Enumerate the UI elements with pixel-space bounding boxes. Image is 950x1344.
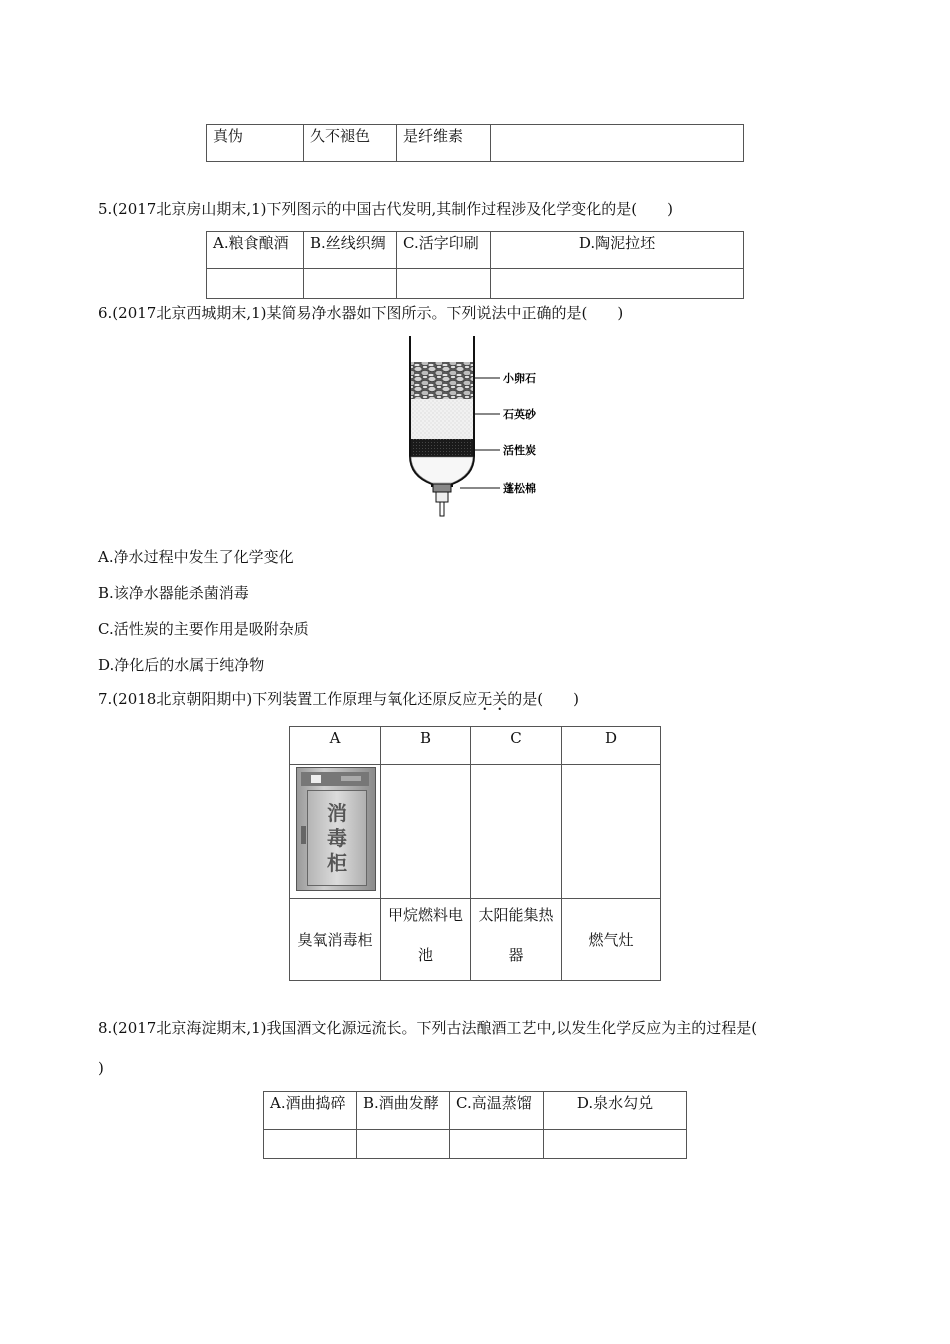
caption-d: 燃气灶 [562, 899, 661, 981]
option-b: B.丝线织绸 [304, 232, 397, 269]
q6-option-c: C.活性炭的主要作用是吸附杂质 [98, 620, 309, 638]
top-table-cell: 久不褪色 [304, 125, 397, 162]
option-c: C.活字印刷 [397, 232, 491, 269]
question-7-table [289, 726, 661, 981]
image-cell-b [381, 765, 471, 899]
question-8-table [263, 1091, 687, 1159]
image-cell-a [290, 765, 381, 899]
image-cell [357, 1130, 450, 1159]
q7-stem-post: 的是( ) [507, 690, 579, 708]
image-cell [304, 269, 397, 299]
disinfection-cabinet-image [296, 767, 376, 891]
q8-option-a: A.酒曲捣碎 [264, 1092, 357, 1130]
question-5-stem: 5.(2017北京房山期末,1)下列图示的中国古代发明,其制作过程涉及化学变化的是( ) [98, 200, 673, 218]
image-cell-c [471, 765, 562, 899]
q7-stem-emphasis-1: 无 [477, 690, 493, 708]
cabinet-handle [301, 826, 306, 844]
label-cotton: 蓬松棉 [503, 482, 536, 495]
image-cell [491, 269, 744, 299]
q8-option-b: B.酒曲发酵 [357, 1092, 450, 1130]
water-purifier-figure [400, 336, 560, 518]
q6-option-d: D.净化后的水属于纯净物 [98, 656, 265, 674]
image-cell [264, 1130, 357, 1159]
q8-option-d: D.泉水勾兑 [544, 1092, 687, 1130]
top-table-cell: 真伪 [207, 125, 304, 162]
image-cell-d [562, 765, 661, 899]
option-a: A.粮食酿酒 [207, 232, 304, 269]
option-d: D.陶泥拉坯 [491, 232, 744, 269]
caption-c: 太阳能集热 器 [471, 899, 562, 981]
image-cell [207, 269, 304, 299]
question-7-stem [98, 689, 579, 709]
top-table-cell [491, 125, 744, 162]
image-cell [397, 269, 491, 299]
question-6-stem: 6.(2017北京西城期末,1)某简易净水器如下图所示。下列说法中正确的是( ) [98, 304, 624, 322]
question-8-stem-line2: ) [98, 1059, 104, 1077]
label-activated-carbon: 活性炭 [503, 444, 536, 457]
q7-stem-pre: 7.(2018北京朝阳期中)下列装置工作原理与氧化还原反应 [98, 690, 478, 708]
question-5-table [206, 231, 744, 299]
q7-stem-emphasis-2: 关 [492, 690, 508, 708]
header-d: D [562, 727, 661, 765]
top-table-cell: 是纤维素 [397, 125, 491, 162]
cabinet-door [307, 790, 367, 886]
q6-option-a: A.净水过程中发生了化学变化 [98, 548, 294, 566]
header-a: A [290, 727, 381, 765]
water-purifier-diagram [400, 336, 560, 518]
question-8-stem-line1: 8.(2017北京海淀期末,1)我国酒文化源远流长。下列古法酿酒工艺中,以发生化学反应为主的过程是( [98, 1019, 758, 1037]
caption-a: 臭氧消毒柜 [290, 899, 381, 981]
image-cell [544, 1130, 687, 1159]
top-table [206, 124, 744, 162]
cabinet-panel [301, 772, 369, 786]
header-c: C [471, 727, 562, 765]
label-quartz-sand: 石英砂 [503, 408, 536, 421]
caption-b: 甲烷燃料电 池 [381, 899, 471, 981]
image-cell [450, 1130, 544, 1159]
label-pebbles: 小卵石 [503, 372, 536, 385]
cabinet-text: 消 毒 柜 [327, 801, 347, 875]
q6-option-b: B.该净水器能杀菌消毒 [98, 584, 249, 602]
q8-option-c: C.高温蒸馏 [450, 1092, 544, 1130]
header-b: B [381, 727, 471, 765]
